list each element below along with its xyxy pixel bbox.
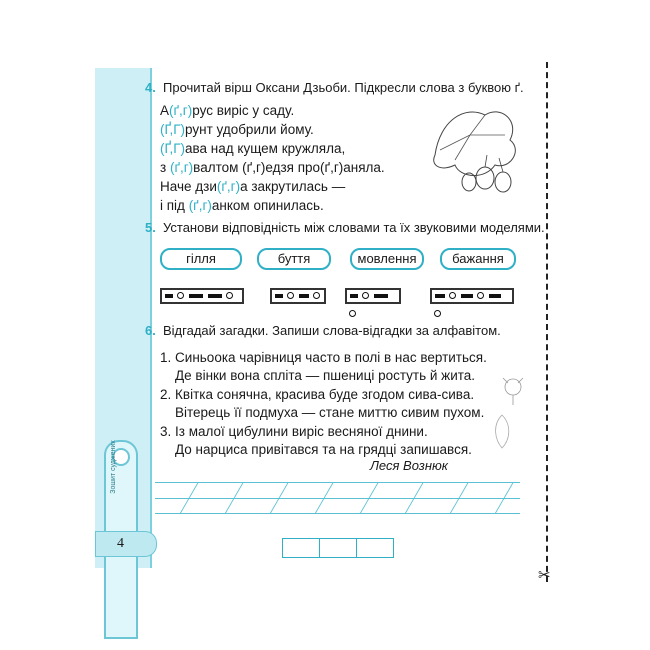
poem-line: [160, 160, 385, 175]
task6-number: 6.: [145, 323, 156, 338]
poem-line-suffix: валтом (ґ,г)едзя про(ґ,г)аняла.: [193, 160, 385, 175]
poem-line-suffix: анком опинилась.: [211, 198, 324, 213]
poem-line-mark: (ґ,г): [188, 198, 212, 213]
riddle-author: Леся Вознюк: [370, 458, 448, 473]
page-number: 4: [117, 536, 124, 551]
writing-line-1: [155, 482, 520, 483]
poem-line-mark: (Ґ,Г): [160, 122, 186, 137]
poem-line-suffix: ава над кущем кружляла,: [185, 141, 346, 156]
page-number-tab: [95, 531, 157, 557]
poem-line: [160, 179, 345, 194]
riddle-2-number: 2.: [160, 387, 172, 402]
riddle-2-line2: Вітерець її подмуха — стане миттю сивим пухом.: [175, 405, 485, 420]
sound-model-3: [345, 288, 401, 304]
gooseberry-icon: [425, 100, 525, 200]
writing-line-2: [155, 498, 520, 499]
sound-model-4: [430, 288, 514, 304]
riddle-3: [160, 424, 428, 439]
writing-line-3: [155, 513, 520, 514]
poem-line-prefix: Наче дзи: [160, 179, 217, 194]
poem-line: [160, 103, 294, 118]
riddle-1: [160, 350, 487, 365]
poem-line-suffix: рунт удобрили йому.: [185, 122, 314, 137]
poem-line: [160, 141, 345, 156]
riddle-1-line1: Синьоока чарівниця часто в полі в нас вертиться.: [175, 350, 487, 365]
dandelion-icon: [490, 410, 515, 450]
bookmark-label: Зошит суджених: [110, 440, 117, 494]
scissors-icon: ✂: [538, 567, 551, 584]
word-bazhannia: бажання: [440, 248, 516, 270]
sound-model-1: [160, 288, 244, 304]
task6-instruction: Відгадай загадки. Запиши слова-відгадки за алфавітом.: [163, 323, 501, 338]
riddle-1-number: 1.: [160, 350, 172, 365]
word-gillia: гілля: [160, 248, 242, 270]
poem-line-prefix: А: [160, 103, 170, 118]
poem-line: [160, 122, 314, 137]
riddle-3-line2: До нарциса привітався та на грядці запишався.: [175, 442, 472, 457]
poem-line: [160, 198, 324, 213]
word-movlennia: мовлення: [350, 248, 424, 270]
riddle-2: [160, 387, 474, 402]
poem-line-suffix: а закрутилась —: [240, 179, 346, 194]
poem-line-prefix: з: [160, 160, 170, 175]
poem-line-prefix: і під: [160, 198, 189, 213]
poem-line-mark: (ґ,г): [169, 160, 194, 175]
riddle-2-line1: Квітка сонячна, красива буде згодом сива-сива.: [175, 387, 475, 402]
poem-line-mark: (ґ,г): [216, 179, 241, 194]
riddle-1-line2: Де вінки вона спліта — пшениці ростуть й жита.: [175, 368, 476, 383]
sound-model-2: [270, 288, 326, 304]
task4-instruction: Прочитай вірш Оксани Дзьоби. Підкресли слова з буквою ґ.: [163, 80, 524, 95]
poem-line-suffix: рус виріс у саду.: [192, 103, 295, 118]
word-buttia: буття: [257, 248, 331, 270]
poem-line-mark: (Ґ,Г): [160, 141, 186, 156]
riddle-3-number: 3.: [160, 424, 172, 439]
task5-number: 5.: [145, 220, 156, 235]
cut-line: [546, 62, 548, 582]
poem-line-mark: (ґ,г): [169, 103, 193, 118]
riddle-3-line1: Із малої цибулини виріс весняної днини.: [175, 424, 428, 439]
task5-instruction: Установи відповідність між словами та їх звуковими моделями.: [163, 220, 545, 235]
answer-box-divider: [356, 539, 357, 557]
cornflower-icon: [498, 375, 528, 405]
answer-box-divider: [319, 539, 320, 557]
answer-box[interactable]: [282, 538, 394, 558]
task4-number: 4.: [145, 80, 156, 95]
